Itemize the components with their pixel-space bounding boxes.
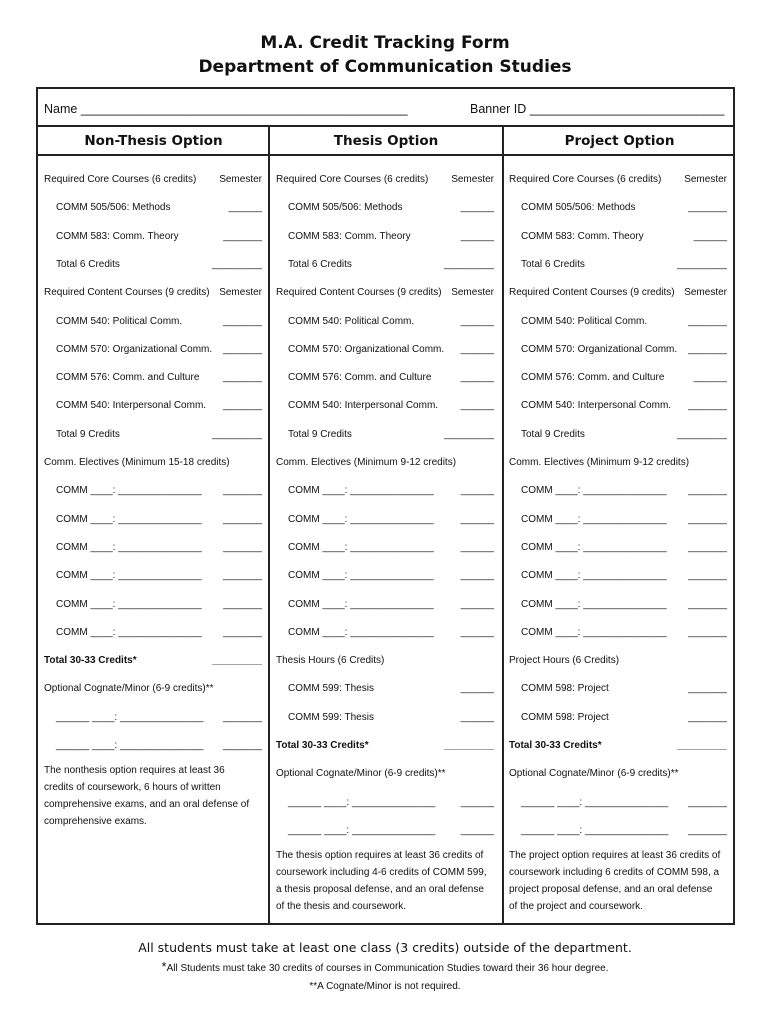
form-row [509, 285, 727, 301]
title-block [0, 31, 770, 79]
form-row [509, 370, 727, 386]
row-label: Total 30-33 Credits* [276, 740, 369, 751]
row-label: COMM 583: Comm. Theory [288, 230, 411, 242]
semester-blank[interactable]: _________ [211, 428, 262, 440]
row-label: ______ ____: _______________ [56, 711, 204, 723]
row-label: Optional Cognate/Minor (6-9 credits)** [276, 768, 446, 780]
form-row [44, 568, 262, 584]
footer-requirement: All students must take at least one class (3 credits) outside of the department. [138, 940, 632, 955]
row-label: Total 30-33 Credits* [509, 740, 602, 751]
form-row [509, 738, 727, 754]
form-row [44, 483, 262, 499]
form-row [509, 540, 727, 556]
form-row [509, 823, 727, 839]
semester-blank[interactable]: _________ [211, 655, 262, 667]
semester-label: Semester [684, 174, 727, 185]
row-label: COMM ____: _______________ [521, 626, 667, 638]
form-row [276, 257, 494, 273]
semester-blank[interactable]: ______ [460, 796, 494, 808]
semester-blank[interactable]: _______ [223, 740, 262, 751]
row-label: Optional Cognate/Minor (6-9 credits)** [509, 768, 679, 780]
semester-blank[interactable]: _______ [688, 513, 727, 525]
form-row [44, 681, 262, 697]
row-label: COMM 540: Political Comm. [521, 315, 648, 327]
row-label: COMM ____: _______________ [288, 485, 434, 497]
semester-blank[interactable]: ______ [460, 683, 494, 695]
form-row [44, 398, 262, 414]
form-row [44, 597, 262, 613]
row-label: COMM 583: Comm. Theory [521, 230, 644, 242]
semester-blank[interactable]: _______ [223, 626, 262, 638]
row-label: COMM 599: Thesis [288, 683, 374, 695]
column-heading-thesis: Thesis Option [333, 133, 439, 149]
form-row [509, 625, 727, 641]
row-label: ______ ____: _______________ [288, 824, 436, 836]
semester-blank[interactable]: ______ [460, 711, 494, 723]
row-label: COMM ____: _______________ [56, 541, 202, 553]
form-row [509, 229, 727, 245]
form-row [44, 229, 262, 245]
row-label: COMM 570: Organizational Comm. [56, 343, 213, 355]
semester-blank[interactable]: _______ [223, 513, 262, 525]
row-label: COMM ____: _______________ [521, 513, 667, 525]
form-row [276, 653, 494, 669]
form-row [276, 625, 494, 641]
form-row [44, 342, 262, 358]
footer-note-1-text: All Students must take 30 credits of courses in Communication Studies toward their 36 hour degree. [166, 963, 609, 974]
semester-blank[interactable]: ______ [460, 570, 494, 582]
form-row [276, 200, 494, 216]
semester-blank[interactable]: _______ [688, 400, 727, 412]
semester-blank[interactable]: _______ [688, 598, 727, 610]
semester-blank[interactable]: _________ [676, 258, 727, 270]
form-row [44, 200, 262, 216]
form-row [276, 483, 494, 499]
name-row [38, 89, 733, 127]
row-label: COMM ____: _______________ [288, 570, 434, 582]
form-row [276, 285, 494, 301]
form-row [509, 766, 727, 782]
semester-blank[interactable]: ______ [460, 230, 494, 242]
footer [0, 938, 770, 996]
footer-note-1 [0, 958, 770, 978]
row-label: COMM 599: Thesis [288, 711, 374, 723]
option-requirements-note: The project option requires at least 36 credits of coursework including 6 credits of COMM 598, a project proposal defense, and an oral defense of the project and coursework. [509, 850, 721, 913]
form-row [276, 681, 494, 697]
semester-blank[interactable]: _______ [688, 711, 727, 723]
row-label: ______ ____: _______________ [521, 824, 669, 836]
semester-blank[interactable]: _________ [211, 258, 262, 270]
semester-blank[interactable]: _______ [223, 711, 262, 723]
semester-blank[interactable]: ______ [460, 485, 494, 497]
semester-blank[interactable]: _______ [688, 796, 727, 808]
row-label: Thesis Hours (6 Credits) [276, 655, 385, 667]
row-label: Optional Cognate/Minor (6-9 credits)** [44, 683, 214, 695]
semester-blank[interactable]: ______ [460, 513, 494, 525]
form-row [509, 257, 727, 273]
form-row [276, 597, 494, 613]
form-row [44, 257, 262, 273]
form-row [276, 314, 494, 330]
form-row [509, 568, 727, 584]
row-label: Total 9 Credits [288, 428, 352, 440]
row-label: Total 6 Credits [56, 258, 120, 270]
form-row [44, 455, 262, 471]
form-row [276, 540, 494, 556]
row-label: COMM ____: _______________ [288, 598, 434, 610]
semester-blank[interactable]: _________ [443, 428, 494, 440]
footer-note-2: **A Cognate/Minor is not required. [309, 981, 461, 992]
semester-blank[interactable]: ______ [693, 372, 727, 384]
row-label: COMM ____: _______________ [56, 513, 202, 525]
form-row [44, 314, 262, 330]
form-row [44, 427, 262, 443]
form-row [276, 710, 494, 726]
row-label: COMM ____: _______________ [56, 626, 202, 638]
semester-label: Semester [451, 174, 494, 185]
form-row [509, 653, 727, 669]
semester-blank[interactable]: ______ [460, 202, 494, 214]
form-row [509, 342, 727, 358]
row-label: COMM 540: Political Comm. [288, 315, 415, 327]
semester-blank[interactable]: ______ [460, 343, 494, 355]
semester-blank[interactable]: _______ [223, 343, 262, 355]
form-row [276, 427, 494, 443]
semester-blank[interactable]: _______ [688, 570, 727, 582]
banner-id-field[interactable]: Banner ID ____________________________ [470, 102, 725, 116]
row-label: COMM ____: _______________ [521, 541, 667, 553]
row-label: COMM ____: _______________ [56, 598, 202, 610]
semester-blank[interactable]: ______ [460, 315, 494, 327]
form-row [44, 710, 262, 726]
row-label: COMM ____: _______________ [56, 570, 202, 582]
form-row [44, 370, 262, 386]
row-label: COMM 540: Interpersonal Comm. [56, 400, 207, 412]
semester-blank[interactable]: ______ [460, 372, 494, 384]
semester-blank[interactable]: _______ [688, 485, 727, 497]
semester-blank[interactable]: _______ [223, 598, 262, 610]
semester-label: Semester [219, 287, 262, 299]
form-row [276, 738, 494, 754]
row-label: Required Core Courses (6 credits) [276, 174, 429, 185]
row-label: COMM 576: Comm. and Culture [521, 372, 665, 384]
form-row [509, 200, 727, 216]
row-label: Total 6 Credits [521, 258, 585, 270]
name-field[interactable]: Name _______________________________________________ [44, 102, 408, 116]
form-row [509, 597, 727, 613]
form-row [44, 625, 262, 641]
semester-blank[interactable]: ______ [228, 202, 262, 214]
semester-blank[interactable]: _______ [223, 315, 262, 327]
form-row [276, 766, 494, 782]
form-row [509, 314, 727, 330]
row-label: COMM 576: Comm. and Culture [56, 372, 200, 384]
non-thesis-column [44, 157, 262, 923]
row-label: COMM ____: _______________ [521, 485, 667, 497]
form-row [44, 653, 262, 669]
semester-blank[interactable]: ______ [460, 824, 494, 836]
row-label: Comm. Electives (Minimum 9-12 credits) [276, 457, 457, 468]
semester-blank[interactable]: _______ [688, 343, 727, 355]
semester-blank[interactable]: _________ [443, 740, 494, 751]
row-label: Required Content Courses (9 credits) [509, 287, 675, 299]
form-title: M.A. Credit Tracking Form [260, 33, 510, 53]
row-label: COMM ____: _______________ [56, 485, 202, 497]
row-label: COMM 576: Comm. and Culture [288, 372, 432, 384]
divider [38, 154, 733, 156]
form-row [509, 483, 727, 499]
form-row [509, 398, 727, 414]
semester-label: Semester [684, 287, 727, 299]
row-label: ______ ____: _______________ [56, 740, 204, 751]
row-label: COMM ____: _______________ [288, 626, 434, 638]
form-row [276, 512, 494, 528]
semester-blank[interactable]: ______ [460, 626, 494, 638]
form-row [276, 568, 494, 584]
form-row [509, 512, 727, 528]
form-row [276, 229, 494, 245]
semester-blank[interactable]: _______ [688, 824, 727, 836]
form-row [276, 172, 494, 188]
row-label: Required Content Courses (9 credits) [276, 287, 442, 299]
semester-blank[interactable]: _______ [223, 230, 262, 242]
row-label: COMM 505/506: Methods [288, 202, 403, 214]
row-label: Required Content Courses (9 credits) [44, 287, 210, 299]
department-title: Department of Communication Studies [198, 57, 572, 77]
column-divider [502, 127, 504, 923]
semester-blank[interactable]: _________ [676, 740, 727, 751]
row-label: Project Hours (6 Credits) [509, 655, 620, 667]
semester-blank[interactable]: ______ [460, 598, 494, 610]
semester-blank[interactable]: _________ [443, 258, 494, 270]
row-label: Comm. Electives (Minimum 15-18 credits) [44, 457, 230, 468]
row-label: Required Core Courses (6 credits) [44, 174, 197, 185]
row-label: COMM 540: Interpersonal Comm. [288, 400, 439, 412]
column-divider [268, 127, 270, 923]
row-label: COMM ____: _______________ [288, 541, 434, 553]
thesis-column [276, 157, 494, 923]
row-label: Required Core Courses (6 credits) [509, 174, 662, 185]
form-row [509, 427, 727, 443]
row-label: COMM 570: Organizational Comm. [521, 343, 678, 355]
form-row [44, 172, 262, 188]
form-row [276, 370, 494, 386]
semester-blank[interactable]: _______ [688, 315, 727, 327]
row-label: ______ ____: _______________ [521, 796, 669, 808]
semester-blank[interactable]: _______ [688, 626, 727, 638]
column-heading-non-thesis: Non-Thesis Option [84, 133, 223, 149]
row-label: COMM 598: Project [521, 711, 609, 723]
semester-blank[interactable]: _______ [223, 372, 262, 384]
row-label: Total 30-33 Credits* [44, 655, 137, 667]
form-row [44, 540, 262, 556]
semester-blank[interactable]: _______ [223, 400, 262, 412]
semester-blank[interactable]: _________ [676, 428, 727, 440]
divider [38, 125, 733, 127]
semester-blank[interactable]: _______ [223, 570, 262, 582]
form-row [276, 398, 494, 414]
form-row [276, 823, 494, 839]
row-label: COMM 505/506: Methods [521, 202, 636, 214]
row-label: COMM ____: _______________ [521, 598, 667, 610]
form-box [36, 87, 735, 925]
semester-blank[interactable]: _______ [688, 683, 727, 695]
row-label: Total 9 Credits [56, 428, 120, 440]
row-label: COMM ____: _______________ [288, 513, 434, 525]
footnote-star: * [161, 959, 167, 974]
row-label: COMM 583: Comm. Theory [56, 230, 179, 242]
row-label: ______ ____: _______________ [288, 796, 436, 808]
row-label: COMM 540: Political Comm. [56, 315, 183, 327]
semester-blank[interactable]: _______ [688, 202, 727, 214]
row-label: COMM 598: Project [521, 683, 609, 695]
column-heading-project: Project Option [564, 133, 675, 149]
form-row [509, 681, 727, 697]
form-row [44, 512, 262, 528]
row-label: Comm. Electives (Minimum 9-12 credits) [509, 457, 690, 468]
form-row [276, 342, 494, 358]
row-label: Total 9 Credits [521, 428, 585, 440]
semester-label: Semester [451, 287, 494, 299]
row-label: COMM 505/506: Methods [56, 202, 171, 214]
semester-blank[interactable]: ______ [460, 400, 494, 412]
row-label: Total 6 Credits [288, 258, 352, 270]
semester-blank[interactable]: _______ [688, 541, 727, 553]
semester-blank[interactable]: ______ [460, 541, 494, 553]
semester-blank[interactable]: _______ [223, 541, 262, 553]
row-label: COMM 570: Organizational Comm. [288, 343, 445, 355]
semester-blank[interactable]: ______ [693, 230, 727, 242]
row-label: COMM 540: Interpersonal Comm. [521, 400, 672, 412]
option-requirements-note: The thesis option requires at least 36 credits of coursework including 4-6 credits of COMM 599, a thesis proposal defense, and an oral defense of the thesis and coursework. [276, 850, 487, 913]
form-row [509, 710, 727, 726]
form-row [44, 738, 262, 754]
form-row [509, 172, 727, 188]
form-row [509, 795, 727, 811]
semester-blank[interactable]: _______ [223, 485, 262, 497]
form-row [509, 455, 727, 471]
row-label: COMM ____: _______________ [521, 570, 667, 582]
form-row [276, 455, 494, 471]
project-column [509, 157, 727, 923]
form-row [44, 285, 262, 301]
option-requirements-note: The nonthesis option requires at least 36 credits of coursework, 6 hours of written comprehensive exams, and an oral defense of comprehensive exams. [44, 765, 250, 828]
semester-label: Semester [219, 174, 262, 185]
form-row [276, 795, 494, 811]
